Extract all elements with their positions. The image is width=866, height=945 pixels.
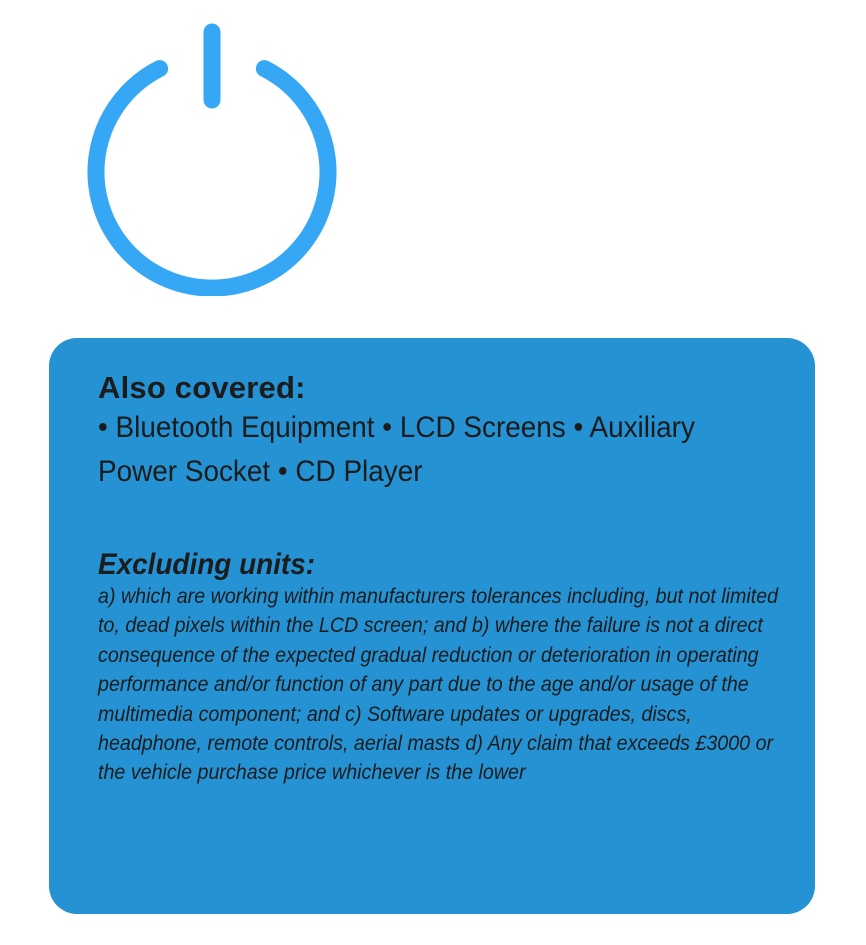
power-icon [86,20,338,296]
also-covered-heading: Also covered: [98,370,306,405]
coverage-info-card [49,338,815,914]
excluding-units-text: a) which are working within manufacturers tolerances including, but not limited to, dead pixels within the LCD screen; and b) where the failure is not a direct consequence of the expected gradual reduction or deterioration in operating performance and/or function of any part due to the age and/or usage of the multimedia component; and c) Software updates or upgrades, discs, headphone, remote controls, aerial masts d) Any claim that exceeds £3000 or the vehicle purchase price whichever is the lower [98,584,779,785]
excluding-units-heading: Excluding units: [98,548,316,581]
covered-items-list: • Bluetooth Equipment • LCD Screens • Auxiliary Power Socket • CD Player [98,411,695,488]
